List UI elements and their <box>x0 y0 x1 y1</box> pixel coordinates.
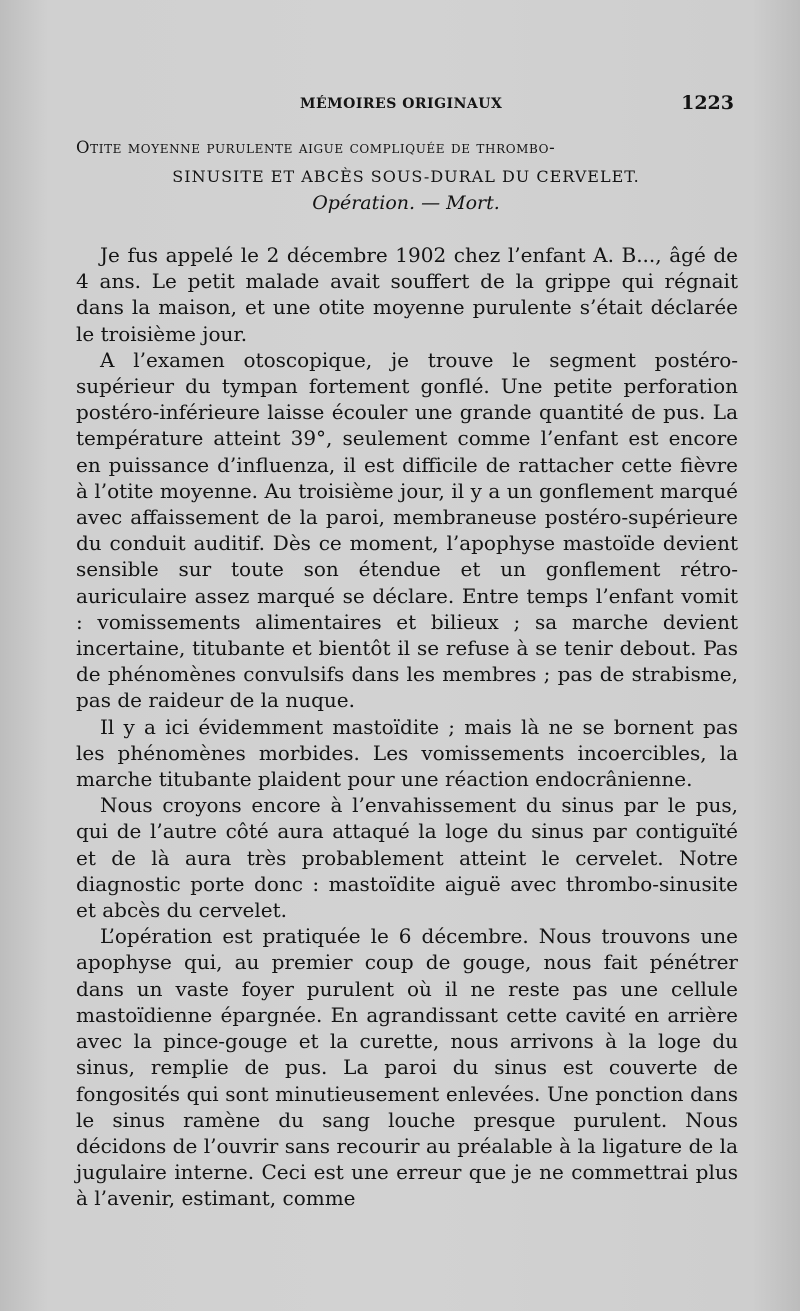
paragraph-4: Nous croyons encore à l’envahissement du sinus par le pus, qui de l’autre côté aura attaqué la loge du sinus par contiguïté et de là aura très probablement atteint le cervelet. Notre diagnostic porte donc : mastoïdite aiguë avec thrombo-sinusite et abcès du cervelet. <box>76 793 738 923</box>
paragraph-5: L’opération est pratiquée le 6 décembre. Nous trouvons une apophyse qui, au premier coup de gouge, nous fait pénétrer dans un vaste foyer purulent où il ne reste pas une cellule mastoïdienne épargnée. En agrandissant cette cavité en arrière avec la pince-gouge et la curette, nous arrivons à la loge du sinus, remplie de pus. La paroi du sinus est couverte de fongosités qui sont minutieusement enlevées. Une ponction dans le sinus ramène du sang louche presque purulent. Nous décidons de l’ouvrir sans recourir au préalable à la ligature de la jugulaire interne. Ceci est une erreur que je ne commettrai plus à l’avenir, estimant, comme <box>76 924 738 1211</box>
title-line-2: SINUSITE ET ABCÈS SOUS-DURAL DU CERVELET. <box>172 167 640 186</box>
page-number: 1223 <box>681 92 734 114</box>
title-line-3: Opération. — Mort. <box>312 192 500 214</box>
running-head: MÉMOIRES ORIGINAUX <box>300 96 503 112</box>
article-body <box>76 242 738 1212</box>
paragraph-3: Il y a ici évidemment mastoïdite ; mais là ne se bornent pas les phénomènes morbides. Les vomissements incoercibles, la marche titubante plaident pour une réaction endocrânienne. <box>76 714 738 792</box>
article-title <box>76 138 736 214</box>
paragraph-1: Je fus appelé le 2 décembre 1902 chez l’enfant A. B..., âgé de 4 ans. Le petit malade avait souffert de la grippe qui régnait dans la maison, et une otite moyenne purulente s’était déclarée le troisième jour. <box>76 243 738 346</box>
paragraph-2: A l’examen otoscopique, je trouve le segment postéro-supérieur du tympan fortement gonflé. Une petite perforation postéro-inférieure laisse écouler une grande quantité de pus. La température atteint 39°, seulement comme l’enfant est encore en puissance d’influenza, il est difficile de rattacher cette fièvre à l’otite moyenne. Au troisième jour, il y a un gonflement marqué avec affaissement de la paroi, membraneuse postéro-supérieure du conduit auditif. Dès ce moment, l’apophyse mastoïde devient sensible sur toute son étendue et un gonflement rétro-auriculaire assez marqué se déclare. Entre temps l’enfant vomit : vomissements alimentaires et bilieux ; sa marche devient incertaine, titubante et bientôt il se refuse à se tenir debout. Pas de phénomènes convulsifs dans les membres ; pas de strabisme, pas de raideur de la nuque. <box>76 347 738 713</box>
title-line-1: Otite moyenne purulente aigue compliquée de thrombo- <box>76 138 556 157</box>
